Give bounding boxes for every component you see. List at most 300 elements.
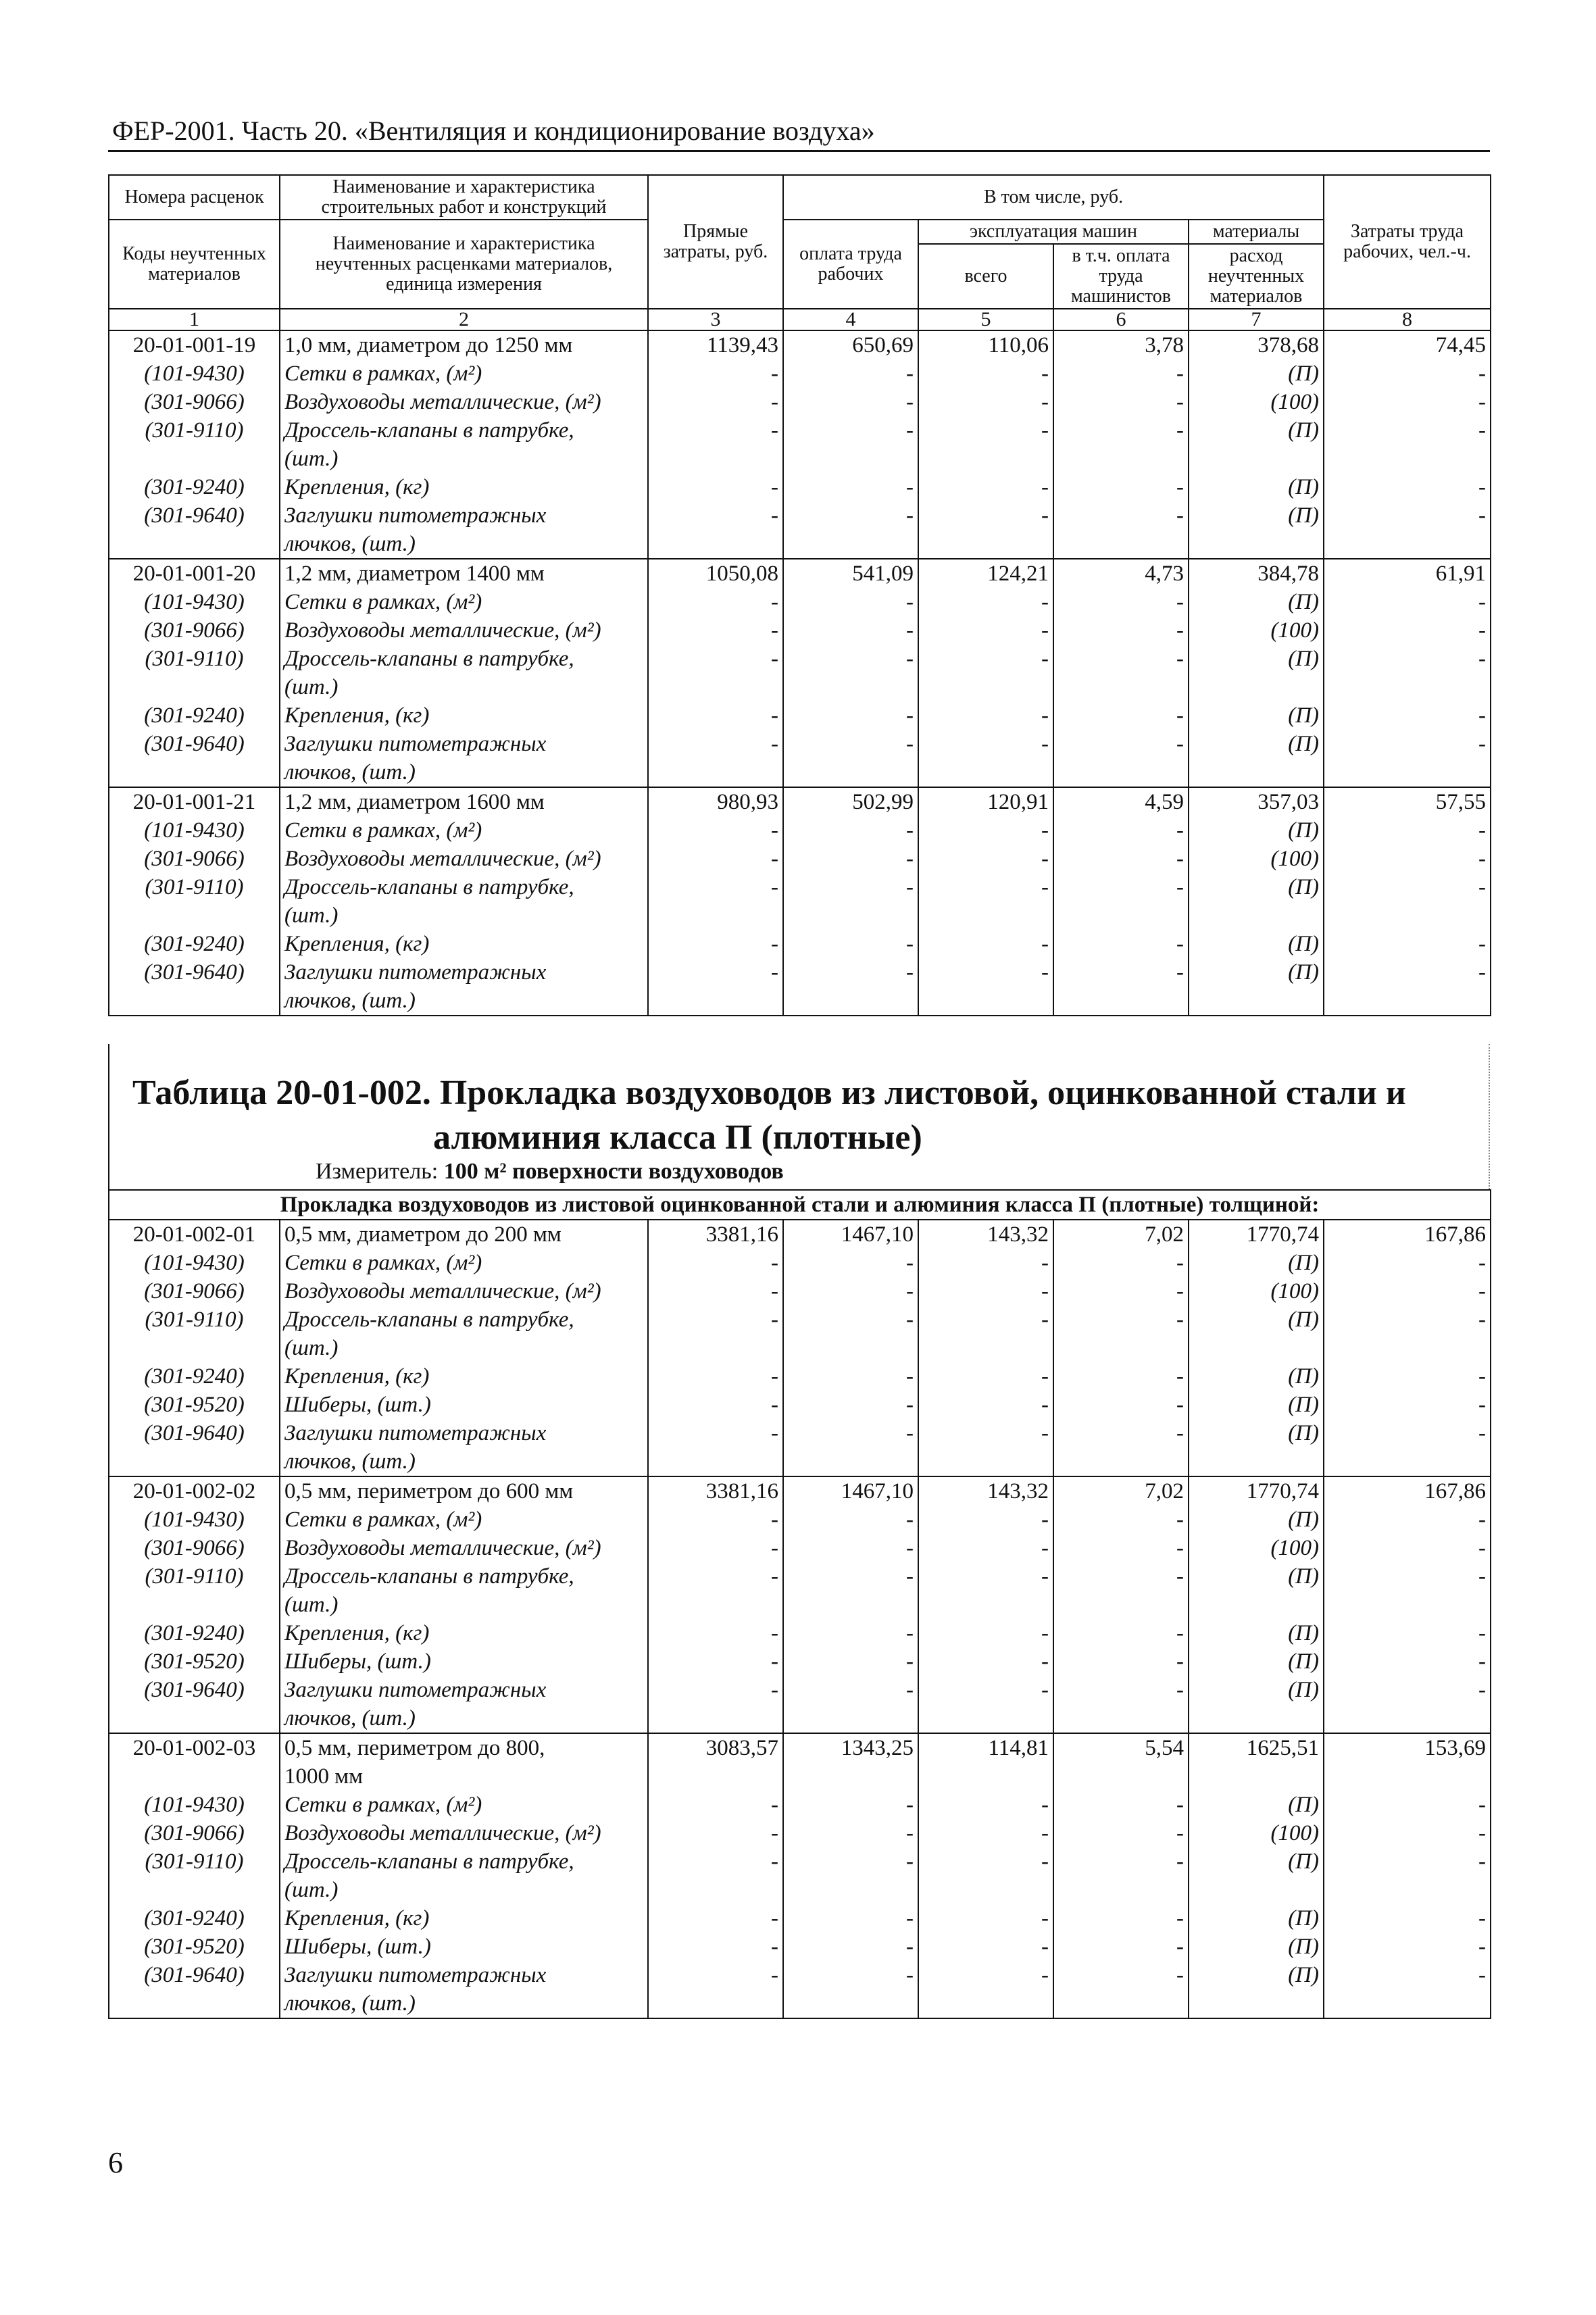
dash-cell: -: [1053, 645, 1189, 673]
table-title-block: [108, 1044, 1490, 1189]
material-consumption: (П): [1189, 1676, 1324, 1704]
dash-cell: -: [1324, 1647, 1491, 1676]
dash-cell: -: [1324, 645, 1491, 673]
material-name-cont: (шт.): [280, 901, 648, 930]
dash-cell: -: [1053, 1305, 1189, 1334]
empty-cell: [1053, 673, 1189, 701]
empty-cell: [1189, 1989, 1324, 2018]
empty-cell: [918, 901, 1053, 930]
dash-cell: -: [783, 1249, 918, 1277]
empty-cell: [109, 1704, 280, 1733]
dash-cell: -: [648, 930, 783, 958]
empty-cell: [648, 445, 783, 473]
material-name: Крепления, (кг): [280, 701, 648, 730]
dash-cell: -: [918, 1305, 1053, 1334]
rate-name: 1,0 мм, диаметром до 1250 мм: [280, 330, 648, 359]
dash-cell: -: [783, 845, 918, 873]
material-name: Воздуховоды металлические, (м²): [280, 1534, 648, 1562]
empty-cell: [109, 445, 280, 473]
dash-cell: -: [1324, 730, 1491, 758]
empty-cell: [648, 987, 783, 1016]
material-row: [109, 1277, 1491, 1305]
empty-cell: [918, 1334, 1053, 1362]
material-row: [109, 701, 1491, 730]
rate-value-v4: 541,09: [783, 559, 918, 588]
empty-cell: [1324, 758, 1491, 787]
rate-value-v7: 1770,74: [1189, 1220, 1324, 1249]
rate-code: 20-01-002-02: [109, 1476, 280, 1505]
empty-cell: [1189, 1762, 1324, 1791]
rate-name: 0,5 мм, периметром до 600 мм: [280, 1476, 648, 1505]
material-row-cont: [109, 1989, 1491, 2018]
rate-value-v6: 3,78: [1053, 330, 1189, 359]
empty-cell: [109, 1447, 280, 1476]
dash-cell: -: [1053, 1362, 1189, 1391]
material-row: [109, 1362, 1491, 1391]
material-name: Сетки в рамках, (м²): [280, 1249, 648, 1277]
empty-cell: [109, 1876, 280, 1904]
material-consumption: (П): [1189, 1391, 1324, 1419]
empty-cell: [783, 673, 918, 701]
empty-cell: [109, 673, 280, 701]
hdr-labor-pay: оплата труда рабочих: [783, 220, 918, 309]
material-code: (301-9640): [109, 501, 280, 530]
material-row-cont: [109, 1876, 1491, 1904]
dash-cell: -: [1324, 388, 1491, 416]
material-consumption: (П): [1189, 1419, 1324, 1447]
empty-cell: [783, 1762, 918, 1791]
material-row-cont: [109, 1704, 1491, 1733]
dash-cell: -: [648, 1249, 783, 1277]
dash-cell: -: [648, 1647, 783, 1676]
material-consumption: (П): [1189, 1791, 1324, 1819]
empty-cell: [1324, 1334, 1491, 1362]
dash-cell: -: [783, 1619, 918, 1647]
empty-cell: [648, 1876, 783, 1904]
empty-cell: [1053, 758, 1189, 787]
material-code: (301-9110): [109, 416, 280, 445]
material-consumption: (П): [1189, 816, 1324, 845]
hdr-work-name: Наименование и характеристика строительных работ и конструкций: [280, 175, 648, 220]
page-header: ФЕР-2001. Часть 20. «Вентиляция и кондиционирование воздуха»: [112, 116, 875, 146]
material-name: Воздуховоды металлические, (м²): [280, 1277, 648, 1305]
column-number: 8: [1324, 309, 1491, 330]
material-row: [109, 1562, 1491, 1591]
rate-code: 20-01-001-20: [109, 559, 280, 588]
dash-cell: -: [918, 958, 1053, 987]
material-name: Сетки в рамках, (м²): [280, 816, 648, 845]
dash-cell: -: [1324, 473, 1491, 501]
dash-cell: -: [648, 1305, 783, 1334]
material-consumption: (100): [1189, 1277, 1324, 1305]
material-name: Шиберы, (шт.): [280, 1933, 648, 1961]
empty-cell: [1324, 445, 1491, 473]
material-code: (301-9640): [109, 1419, 280, 1447]
material-consumption: (П): [1189, 1619, 1324, 1647]
rate-value-v4: 1467,10: [783, 1220, 918, 1249]
empty-cell: [1324, 1762, 1491, 1791]
dash-cell: -: [1053, 1249, 1189, 1277]
rate-value-v8: 74,45: [1324, 330, 1491, 359]
dash-cell: -: [648, 701, 783, 730]
empty-cell: [109, 530, 280, 559]
empty-cell: [109, 1591, 280, 1619]
dash-cell: -: [783, 1904, 918, 1933]
dash-cell: -: [648, 473, 783, 501]
column-number: 3: [648, 309, 783, 330]
material-consumption: (П): [1189, 1305, 1324, 1334]
dash-cell: -: [783, 501, 918, 530]
dash-cell: -: [1324, 816, 1491, 845]
empty-cell: [918, 1989, 1053, 2018]
rate-value-v8: 167,86: [1324, 1476, 1491, 1505]
empty-cell: [109, 1334, 280, 1362]
dash-cell: -: [1053, 473, 1189, 501]
material-name: Шиберы, (шт.): [280, 1391, 648, 1419]
material-name: Шиберы, (шт.): [280, 1647, 648, 1676]
material-name: Заглушки питометражных: [280, 501, 648, 530]
dash-cell: -: [648, 1534, 783, 1562]
material-row-cont: [109, 673, 1491, 701]
material-code: (101-9430): [109, 816, 280, 845]
material-name: Сетки в рамках, (м²): [280, 359, 648, 388]
material-row-cont: [109, 1334, 1491, 1362]
hdr-worker-labor: Затраты труда рабочих, чел.-ч.: [1324, 175, 1491, 309]
empty-cell: [1189, 673, 1324, 701]
material-consumption: (П): [1189, 1362, 1324, 1391]
dash-cell: -: [1324, 930, 1491, 958]
dash-cell: -: [1324, 1505, 1491, 1534]
hdr-materials: материалы: [1189, 220, 1324, 244]
empty-cell: [918, 1876, 1053, 1904]
dash-cell: -: [918, 1277, 1053, 1305]
material-name: Заглушки питометражных: [280, 1676, 648, 1704]
hdr-material-name: Наименование и характеристика неучтенных расценками материалов, единица измерения: [280, 220, 648, 309]
dash-cell: -: [783, 701, 918, 730]
dash-cell: -: [783, 930, 918, 958]
dash-cell: -: [918, 616, 1053, 645]
dash-cell: -: [783, 1847, 918, 1876]
dash-cell: -: [1324, 588, 1491, 616]
empty-cell: [918, 987, 1053, 1016]
empty-cell: [1189, 758, 1324, 787]
dash-cell: -: [1053, 388, 1189, 416]
empty-cell: [918, 1591, 1053, 1619]
empty-cell: [1053, 1876, 1189, 1904]
dash-cell: -: [1324, 1419, 1491, 1447]
dash-cell: -: [1053, 1277, 1189, 1305]
empty-cell: [648, 673, 783, 701]
material-name: Заглушки питометражных: [280, 1961, 648, 1989]
material-row: [109, 359, 1491, 388]
empty-cell: [918, 758, 1053, 787]
material-row: [109, 873, 1491, 901]
dash-cell: -: [918, 1791, 1053, 1819]
dash-cell: -: [783, 958, 918, 987]
material-consumption: (П): [1189, 359, 1324, 388]
material-name-cont: лючков, (шт.): [280, 987, 648, 1016]
empty-cell: [1189, 1334, 1324, 1362]
material-consumption: (П): [1189, 730, 1324, 758]
dash-cell: -: [1053, 1419, 1189, 1447]
empty-cell: [648, 1704, 783, 1733]
material-name: Сетки в рамках, (м²): [280, 588, 648, 616]
dash-cell: -: [1324, 1305, 1491, 1334]
dash-cell: -: [918, 388, 1053, 416]
dash-cell: -: [1324, 845, 1491, 873]
material-name: Крепления, (кг): [280, 1619, 648, 1647]
dash-cell: -: [648, 388, 783, 416]
material-row: [109, 730, 1491, 758]
rate-value-v5: 124,21: [918, 559, 1053, 588]
hdr-machines: эксплуатация машин: [918, 220, 1189, 244]
rate-row: [109, 330, 1491, 359]
material-name-cont: лючков, (шт.): [280, 530, 648, 559]
empty-cell: [1324, 1989, 1491, 2018]
empty-cell: [648, 530, 783, 559]
material-consumption: (100): [1189, 1819, 1324, 1847]
dash-cell: -: [783, 588, 918, 616]
dash-cell: -: [918, 930, 1053, 958]
material-name-cont: лючков, (шт.): [280, 1704, 648, 1733]
hdr-including: В том числе, руб.: [783, 175, 1324, 220]
dash-cell: -: [648, 1419, 783, 1447]
rate-value-v4: 650,69: [783, 330, 918, 359]
material-code: (301-9066): [109, 1277, 280, 1305]
material-name: Заглушки питометражных: [280, 1419, 648, 1447]
rate-value-v3: 3381,16: [648, 1476, 783, 1505]
rate-value-v4: 502,99: [783, 787, 918, 816]
empty-cell: [1324, 987, 1491, 1016]
rate-value-v8: 61,91: [1324, 559, 1491, 588]
material-consumption: (П): [1189, 1647, 1324, 1676]
material-code: (301-9066): [109, 1534, 280, 1562]
dash-cell: -: [1324, 1391, 1491, 1419]
page-number: 6: [108, 2146, 123, 2179]
dash-cell: -: [1053, 1562, 1189, 1591]
empty-cell: [1053, 1334, 1189, 1362]
material-code: (301-9110): [109, 873, 280, 901]
material-name: Воздуховоды металлические, (м²): [280, 1819, 648, 1847]
material-code: (101-9430): [109, 359, 280, 388]
dash-cell: -: [783, 1505, 918, 1534]
dash-cell: -: [1053, 1676, 1189, 1704]
material-row: [109, 816, 1491, 845]
material-row: [109, 1505, 1491, 1534]
material-name: Воздуховоды металлические, (м²): [280, 845, 648, 873]
material-consumption: (100): [1189, 616, 1324, 645]
dash-cell: -: [783, 1562, 918, 1591]
empty-cell: [1324, 673, 1491, 701]
rate-row: [109, 1220, 1491, 1249]
rate-value-v7: 1770,74: [1189, 1476, 1324, 1505]
material-consumption: (П): [1189, 930, 1324, 958]
dash-cell: -: [1324, 1249, 1491, 1277]
empty-cell: [1053, 1762, 1189, 1791]
material-row-cont: [109, 758, 1491, 787]
material-code: (301-9110): [109, 645, 280, 673]
dash-cell: -: [918, 359, 1053, 388]
material-code: (301-9640): [109, 730, 280, 758]
dash-cell: -: [1324, 1961, 1491, 1989]
column-number: 6: [1053, 309, 1189, 330]
dash-cell: -: [783, 1534, 918, 1562]
dash-cell: -: [648, 1562, 783, 1591]
rate-value-v6: 5,54: [1053, 1733, 1189, 1762]
empty-cell: [1324, 530, 1491, 559]
material-row: [109, 1619, 1491, 1647]
dash-cell: -: [783, 616, 918, 645]
material-code: (301-9240): [109, 1904, 280, 1933]
empty-cell: [918, 445, 1053, 473]
empty-cell: [1053, 1447, 1189, 1476]
dash-cell: -: [1053, 816, 1189, 845]
dash-cell: -: [918, 416, 1053, 445]
empty-cell: [109, 1989, 280, 2018]
material-row: [109, 1391, 1491, 1419]
rate-value-v7: 1625,51: [1189, 1733, 1324, 1762]
material-consumption: (П): [1189, 1933, 1324, 1961]
material-row: [109, 1819, 1491, 1847]
material-row-cont: [109, 445, 1491, 473]
dash-cell: -: [648, 1505, 783, 1534]
empty-cell: [783, 445, 918, 473]
dash-cell: -: [648, 730, 783, 758]
material-consumption: (П): [1189, 1847, 1324, 1876]
material-name: Крепления, (кг): [280, 1904, 648, 1933]
material-consumption: (П): [1189, 1249, 1324, 1277]
empty-cell: [783, 1334, 918, 1362]
material-name: Крепления, (кг): [280, 473, 648, 501]
dash-cell: -: [1053, 1961, 1189, 1989]
dash-cell: -: [1053, 501, 1189, 530]
dash-cell: -: [1053, 1647, 1189, 1676]
dash-cell: -: [1053, 1791, 1189, 1819]
dash-cell: -: [918, 1619, 1053, 1647]
material-row-cont: [109, 901, 1491, 930]
material-name: Дроссель-клапаны в патрубке,: [280, 873, 648, 901]
material-consumption: (П): [1189, 1961, 1324, 1989]
empty-cell: [1053, 445, 1189, 473]
hdr-direct-costs: Прямые затраты, руб.: [648, 175, 783, 309]
dash-cell: -: [783, 1362, 918, 1391]
dash-cell: -: [918, 1562, 1053, 1591]
material-code: (301-9066): [109, 616, 280, 645]
rates-table-1: [108, 174, 1491, 1016]
dash-cell: -: [918, 1534, 1053, 1562]
dash-cell: -: [1324, 1933, 1491, 1961]
empty-cell: [1053, 1989, 1189, 2018]
empty-cell: [648, 1591, 783, 1619]
dash-cell: -: [1324, 1791, 1491, 1819]
dash-cell: -: [918, 1819, 1053, 1847]
dash-cell: -: [648, 359, 783, 388]
dash-cell: -: [1324, 359, 1491, 388]
column-number: 2: [280, 309, 648, 330]
material-code: (101-9430): [109, 1505, 280, 1534]
dash-cell: -: [1324, 501, 1491, 530]
material-name: Дроссель-клапаны в патрубке,: [280, 1847, 648, 1876]
dash-cell: -: [918, 701, 1053, 730]
dash-cell: -: [648, 1676, 783, 1704]
empty-cell: [648, 901, 783, 930]
material-code: (101-9430): [109, 1791, 280, 1819]
dash-cell: -: [1324, 1277, 1491, 1305]
empty-cell: [1324, 1447, 1491, 1476]
material-consumption: (П): [1189, 588, 1324, 616]
empty-cell: [1189, 1876, 1324, 1904]
material-consumption: (П): [1189, 473, 1324, 501]
rate-value-v5: 143,32: [918, 1220, 1053, 1249]
material-code: (301-9110): [109, 1562, 280, 1591]
empty-cell: [648, 1334, 783, 1362]
dash-cell: -: [648, 588, 783, 616]
empty-cell: [648, 758, 783, 787]
rate-value-v4: 1467,10: [783, 1476, 918, 1505]
table-subheading: Прокладка воздуховодов из листовой оцинкованной стали и алюминия класса П (плотные) толщиной:: [109, 1190, 1491, 1220]
material-code: (101-9430): [109, 1249, 280, 1277]
dash-cell: -: [783, 1933, 918, 1961]
dash-cell: -: [918, 1362, 1053, 1391]
dash-cell: -: [918, 645, 1053, 673]
dash-cell: -: [1324, 873, 1491, 901]
dash-cell: -: [783, 388, 918, 416]
empty-cell: [109, 901, 280, 930]
empty-cell: [1189, 1447, 1324, 1476]
rate-value-v6: 7,02: [1053, 1220, 1189, 1249]
dash-cell: -: [648, 1391, 783, 1419]
material-name: Воздуховоды металлические, (м²): [280, 616, 648, 645]
empty-cell: [109, 1762, 280, 1791]
rate-value-v7: 378,68: [1189, 330, 1324, 359]
dash-cell: -: [783, 1647, 918, 1676]
material-row: [109, 1419, 1491, 1447]
rate-value-v3: 3083,57: [648, 1733, 783, 1762]
dash-cell: -: [783, 816, 918, 845]
material-consumption: (100): [1189, 845, 1324, 873]
dash-cell: -: [1324, 1847, 1491, 1876]
dash-cell: -: [648, 1277, 783, 1305]
hdr-materials-consumption: расход неучтенных материалов: [1189, 244, 1324, 309]
material-consumption: (П): [1189, 958, 1324, 987]
empty-cell: [1324, 1591, 1491, 1619]
dash-cell: -: [918, 845, 1053, 873]
rate-name: 1,2 мм, диаметром 1400 мм: [280, 559, 648, 588]
material-name: Заглушки питометражных: [280, 958, 648, 987]
dash-cell: -: [918, 1904, 1053, 1933]
dash-cell: -: [1053, 930, 1189, 958]
material-name: Дроссель-клапаны в патрубке,: [280, 645, 648, 673]
material-row-cont: [109, 530, 1491, 559]
rate-value-v3: 1050,08: [648, 559, 783, 588]
material-name-cont: лючков, (шт.): [280, 1447, 648, 1476]
dash-cell: -: [1053, 359, 1189, 388]
empty-cell: [783, 530, 918, 559]
material-row: [109, 1249, 1491, 1277]
rate-value-v5: 114,81: [918, 1733, 1053, 1762]
material-row: [109, 958, 1491, 987]
dash-cell: -: [648, 873, 783, 901]
empty-cell: [918, 673, 1053, 701]
empty-cell: [783, 1704, 918, 1733]
hdr-material-codes: Коды неучтенных материалов: [109, 220, 280, 309]
dash-cell: -: [648, 1619, 783, 1647]
dash-cell: -: [918, 1847, 1053, 1876]
dash-cell: -: [1324, 1619, 1491, 1647]
dash-cell: -: [783, 1305, 918, 1334]
material-name: Дроссель-клапаны в патрубке,: [280, 1562, 648, 1591]
material-row: [109, 1904, 1491, 1933]
